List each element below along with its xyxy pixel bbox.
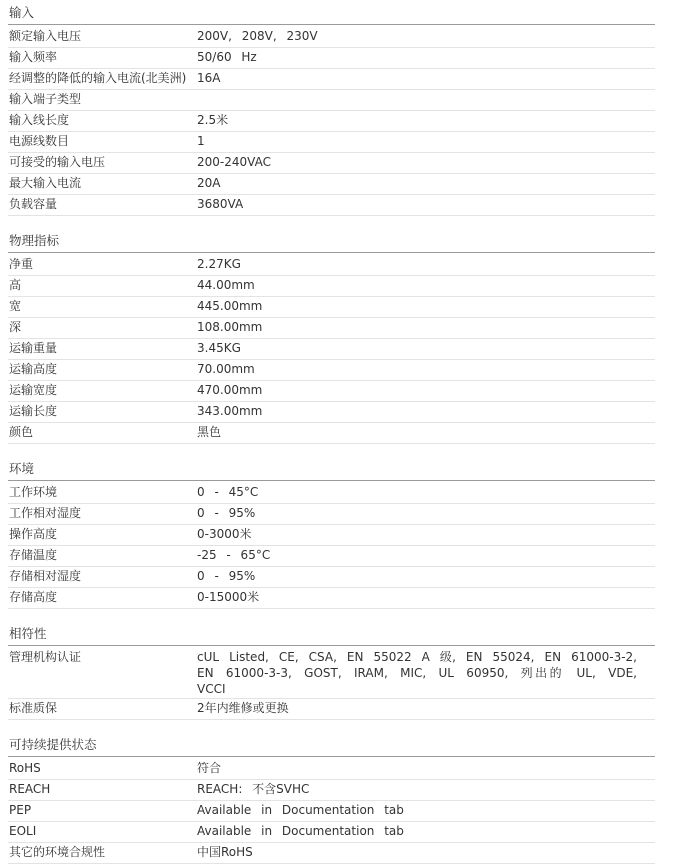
table-row [8, 276, 655, 297]
row-value: 黑色 [197, 425, 222, 439]
table-row [8, 759, 655, 780]
table-row [8, 843, 655, 864]
table-row [8, 339, 655, 360]
table-row [8, 483, 655, 504]
row-value: Available in Documentation tab [197, 803, 404, 817]
row-value: 0-3000米 [197, 527, 252, 541]
row-label: 工作环境 [9, 485, 58, 499]
table-row [8, 297, 655, 318]
row-label: 标准质保 [9, 701, 58, 715]
row-value: 0 - 45°C [197, 485, 259, 499]
table-row [8, 699, 655, 720]
row-label: 运输重量 [9, 341, 58, 355]
row-value: 343.00mm [197, 404, 263, 418]
row-label: 宽 [9, 299, 22, 313]
section-compliance [8, 623, 655, 720]
row-value: 0 - 95% [197, 569, 256, 583]
row-label: 输入线长度 [9, 113, 70, 127]
row-label: 负载容量 [9, 197, 58, 211]
section-title: 物理指标 [8, 230, 655, 253]
row-label: 运输宽度 [9, 383, 58, 397]
section-title: 环境 [8, 458, 655, 481]
table-row [8, 48, 655, 69]
table-row [8, 525, 655, 546]
table-row [8, 648, 655, 699]
table-row [8, 174, 655, 195]
row-label: EOLI [9, 824, 37, 838]
row-value: 2年内维修或更换 [197, 701, 289, 715]
table-row [8, 423, 655, 444]
section-physical [8, 230, 655, 444]
row-value: -25 - 65°C [197, 548, 271, 562]
row-label: 运输高度 [9, 362, 58, 376]
row-value: Available in Documentation tab [197, 824, 404, 838]
table-row [8, 90, 655, 111]
row-label: 深 [9, 320, 22, 334]
table-row [8, 132, 655, 153]
section-title: 相符性 [8, 623, 655, 646]
row-label: 存储相对湿度 [9, 569, 82, 583]
section-environment [8, 458, 655, 609]
table-row [8, 504, 655, 525]
table-row [8, 822, 655, 843]
row-value: 1 [197, 134, 205, 148]
row-label: 工作相对湿度 [9, 506, 82, 520]
row-value: 符合 [197, 761, 222, 775]
row-value: 2.5米 [197, 113, 229, 127]
row-label: 最大输入电流 [9, 176, 82, 190]
row-value: 200V, 208V, 230V [197, 29, 318, 43]
row-label: 存储高度 [9, 590, 58, 604]
row-label: 其它的环境合规性 [9, 845, 106, 859]
table-row [8, 402, 655, 423]
row-label: PEP [9, 803, 32, 817]
table-row [8, 111, 655, 132]
row-value: 0-15000米 [197, 590, 260, 604]
row-value: 16A [197, 71, 221, 85]
row-value: REACH: 不含SVHC [197, 782, 310, 796]
row-value: 3680VA [197, 197, 244, 211]
row-value: cUL Listed, CE, CSA, EN 55022 A 级, EN 55024, EN 61000-3-2, EN 61000-3-3, GOST, IRAM, MIC, UL 60950, 列出的 UL, VDE, VCCI [197, 650, 637, 696]
table-row [8, 588, 655, 609]
row-label: 额定输入电压 [9, 29, 82, 43]
row-value: 200-240VAC [197, 155, 271, 169]
table-row [8, 360, 655, 381]
section-input [8, 2, 655, 216]
section-title: 输入 [8, 2, 655, 25]
row-label: 电源线数目 [9, 134, 70, 148]
table-row [8, 318, 655, 339]
row-value: 3.45KG [197, 341, 241, 355]
table-row [8, 381, 655, 402]
row-value: 2.27KG [197, 257, 241, 271]
row-label: 可接受的输入电压 [9, 155, 106, 169]
row-value: 445.00mm [197, 299, 263, 313]
row-label: 高 [9, 278, 22, 292]
row-value: 中国RoHS [197, 845, 253, 859]
row-label: 净重 [9, 257, 34, 271]
row-value: 44.00mm [197, 278, 255, 292]
table-row [8, 195, 655, 216]
table-row [8, 69, 655, 90]
row-value: 70.00mm [197, 362, 255, 376]
row-label: 经调整的降低的输入电流(北美洲) [9, 71, 187, 85]
row-label: RoHS [9, 761, 41, 775]
table-row [8, 780, 655, 801]
row-label: 管理机构认证 [9, 650, 82, 664]
row-label: REACH [9, 782, 51, 796]
row-label: 存储温度 [9, 548, 58, 562]
row-value: 0 - 95% [197, 506, 256, 520]
row-value: 108.00mm [197, 320, 263, 334]
table-row [8, 27, 655, 48]
row-label: 运输长度 [9, 404, 58, 418]
table-row [8, 255, 655, 276]
row-value: 50/60 Hz [197, 50, 257, 64]
row-label: 颜色 [9, 425, 34, 439]
row-label: 输入端子类型 [9, 92, 82, 106]
row-value: 20A [197, 176, 221, 190]
row-label: 操作高度 [9, 527, 58, 541]
row-label: 输入频率 [9, 50, 58, 64]
table-row [8, 567, 655, 588]
section-title: 可持续提供状态 [8, 734, 655, 757]
row-value: 470.00mm [197, 383, 263, 397]
table-row [8, 153, 655, 174]
table-row [8, 801, 655, 822]
table-row [8, 546, 655, 567]
